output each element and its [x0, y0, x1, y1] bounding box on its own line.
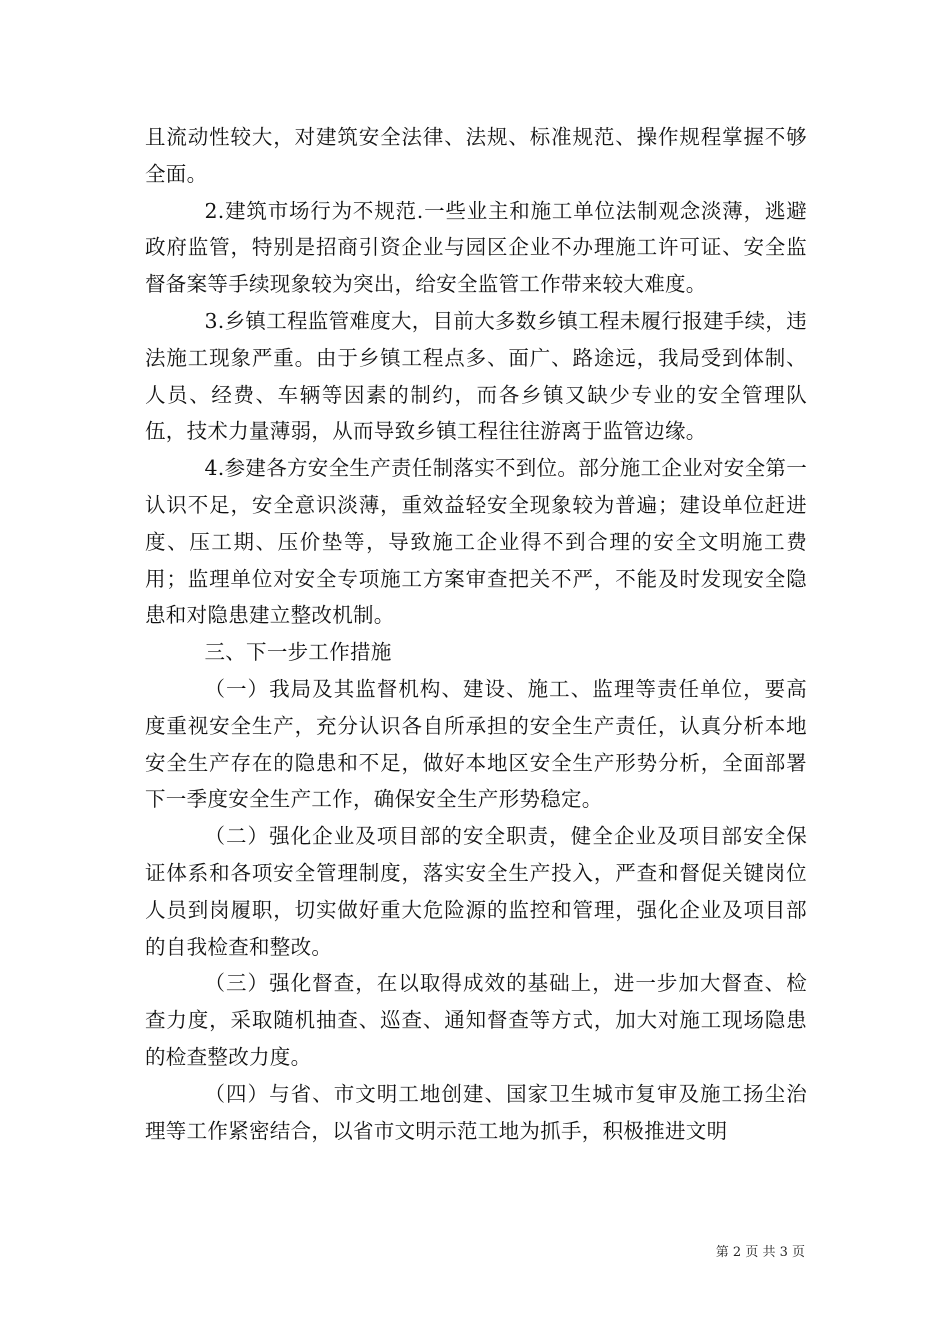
paragraph-item-2: 2.建筑市场行为不规范.一些业主和施工单位法制观念淡薄，逃避政府监管，特别是招商引资企业与园区企业不办理施工许可证、安全监督备案等手续现象较为突出，给安全监管工作带来较大难度。: [145, 198, 807, 297]
paragraph-measure-2: （二）强化企业及项目部的安全职责，健全企业及项目部安全保证体系和各项安全管理制度，落实安全生产投入，严查和督促关键岗位人员到岗履职，切实做好重大危险源的监控和管理，强化企业及项目部的自我检查和整改。: [145, 824, 807, 959]
paragraph-item-4: 4.参建各方安全生产责任制落实不到位。部分施工企业对安全第一认识不足，安全意识淡薄，重效益轻安全现象较为普遍；建设单位赶进度、压工期、压价垫等，导致施工企业得不到合理的安全文明施工费用；监理单位对安全专项施工方案审查把关不严，不能及时发现安全隐患和对隐患建立整改机制。: [145, 456, 807, 628]
paragraph-measure-1: （一）我局及其监督机构、建设、施工、监理等责任单位，要高度重视安全生产，充分认识各自所承担的安全生产责任，认真分析本地安全生产存在的隐患和不足，做好本地区安全生产形势分析，全面部署下一季度安全生产工作，确保安全生产形势稳定。: [145, 676, 807, 812]
section-heading: 三、下一步工作措施: [204, 640, 392, 665]
paragraph-item-3: 3.乡镇工程监管难度大，目前大多数乡镇工程未履行报建手续，违法施工现象严重。由于乡镇工程点多、面广、路途远，我局受到体制、人员、经费、车辆等因素的制约，而各乡镇又缺少专业的安全管理队伍，技术力量薄弱，从而导致乡镇工程往往游离于监管边缘。: [145, 308, 807, 444]
paragraph-measure-3: （三）强化督查，在以取得成效的基础上，进一步加大督查、检查力度，采取随机抽查、巡查、通知督查等方式，加大对施工现场隐患的检查整改力度。: [145, 971, 807, 1069]
paragraph-continuation: 且流动性较大，对建筑安全法律、法规、标准规范、操作规程掌握不够全面。: [145, 125, 807, 186]
document-body: [145, 119, 807, 1149]
page-number: 第 2 页 共 3 页: [715, 1245, 805, 1260]
paragraph-measure-4: （四）与省、市文明工地创建、国家卫生城市复审及施工扬尘治理等工作紧密结合，以省市文明示范工地为抓手，积极推进文明: [145, 1081, 807, 1143]
